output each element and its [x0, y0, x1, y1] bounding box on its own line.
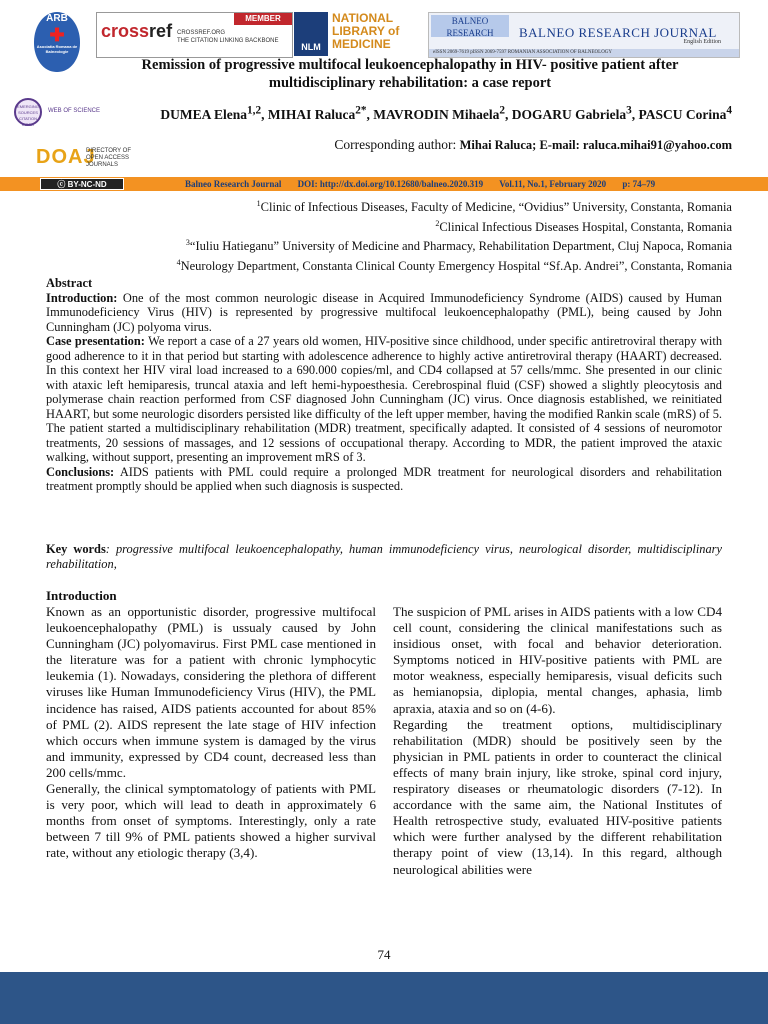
- body-column-left: [46, 604, 376, 862]
- author: PASCU Corina$^4$: [638, 104, 732, 122]
- crossref-tagline: THE CITATION LINKING BACKBONE: [177, 38, 279, 44]
- paragraph: Generally, the clinical symptomatology of patients with PML is very poor, which will lead to death in approximately 6 months from onset of symptoms. Interestingly, only a rate between 7 till 9% of PML patients showed a higher survival rate, without any etiologic therapy (3,4).: [46, 781, 376, 861]
- corresponding-email[interactable]: Mihai Raluca; E-mail: raluca.mihai91@yahoo.com: [459, 138, 732, 152]
- corresponding-author: [120, 137, 732, 153]
- paragraph: Known as an opportunistic disorder, progressive multifocal leukoencephalopathy (PML) is ussualy caused by John Cunningham (JC) polyomavirus. First PML case mentioned in the literature was for a patient with chronic lymphocytic leukemia (1). Nowadays, considering the plethora of different viruses like Human Immunodeficiency Virus (HIV), the PML incidence has raised, AIDS patients accounted for about 85% of PML (2). AIDS represent the late stage of HIV infection which occurs when immune system is damaged by the virus and immunity, expressed by CD4 count, decreased less than 200 cells/mmc.: [46, 604, 376, 780]
- abstract-introduction: Introduction: One of the most common neurologic disease in Acquired Immunodeficiency Syndrome (AIDS) caused by Human Immunodeficiency Virus (HIV) is represented by progressive multifocal leukoencephalopathy (PML), being caused by John Cunningham (JC) polyoma virus.: [46, 290, 722, 334]
- crossref-wordmark: [101, 21, 172, 42]
- esci-badge-icon: EMERGING SOURCES CITATION INDEX: [14, 98, 42, 126]
- corresponding-label: Corresponding author:: [334, 137, 457, 152]
- crossref-site: CROSSREF.ORG: [177, 30, 226, 36]
- keywords-text: : progressive multifocal leukoencephalopathy, human immunodeficiency virus, neurological disorder, multidisciplinary rehabilitation,: [46, 542, 722, 571]
- crossref-subtext: [177, 29, 278, 45]
- journal-name: Balneo Research Journal: [185, 179, 282, 189]
- author-list: [120, 104, 732, 123]
- wos-label: WEB OF SCIENCE: [48, 108, 101, 114]
- nlm-wordmark: [332, 12, 399, 51]
- author: MIHAI Raluca$^{2*}$,: [267, 104, 370, 122]
- abstract-conclusions: Conclusions: AIDS patients with PML could require a prolonged MDR treatment for neurological disorders and rehabilitation treatment promptly should be applied when such diagnosis is suspected.: [46, 464, 722, 493]
- affiliation: $^3$“Iuliu Hatieganu” University of Medicine and Pharmacy, Rehabilitation Department, Cluj Napoca, Romania: [185, 238, 732, 254]
- author: DOGARU Gabriela$^3$,: [511, 104, 636, 122]
- introduction-heading: Introduction: [46, 588, 117, 603]
- nlm-line-1: NATIONAL: [332, 11, 394, 25]
- article-title: [60, 56, 760, 92]
- article-title-line-1: Remission of progressive multifocal leukoencephalopathy in HIV- positive patient after: [141, 57, 679, 73]
- crossref-right: ref: [149, 21, 173, 41]
- cc-license-text: BY-NC-ND: [67, 180, 107, 189]
- arb-logo-text: ARB: [46, 13, 68, 24]
- abstract: [46, 276, 722, 494]
- balneo-issn-bar: eISSN 2069-7619 pISSN 2069-7597 ROMANIAN ASSOCIATION OF BALNEOLOGY: [429, 49, 739, 57]
- web-of-science-logo: [10, 98, 100, 134]
- page-number: 74: [377, 947, 391, 962]
- crossref-left: cross: [101, 21, 150, 41]
- keywords-label: Key words: [46, 542, 106, 556]
- paragraph: The suspicion of PML arises in AIDS patients with a low CD4 cell count, considering the clinical manifestations such as insidious onset, with focal and behavior deterioration. Symptoms noticed in HIV-positive patients with PML are motor weakness, especially hemiparesis, visual deficits such as hemianopsia, diplopia, mental changes, aphasia, limb apraxia, ataxia and so on (4-6).: [393, 604, 722, 716]
- nlm-logo-text: NLM: [301, 42, 321, 52]
- nlm-line-3: MEDICINE: [332, 37, 391, 51]
- crossref-logo: [96, 12, 293, 58]
- affiliation: $^2$Clinical Infectious Diseases Hospital, Constanta, Romania: [435, 218, 732, 234]
- nlm-logo: [294, 12, 328, 56]
- affiliation: $^1$Clinic of Infectious Diseases, Faculty of Medicine, “Ovidius” University, Constanta, Romania: [256, 199, 732, 215]
- logo-bar: [30, 10, 738, 60]
- doaj-wordmark: DOAJ: [36, 146, 96, 168]
- medical-cross-icon: ✚: [49, 25, 65, 45]
- volume-info: Vol.11, No.1, February 2020: [499, 179, 607, 189]
- balneo-logo-box: BALNEO RESEARCH: [431, 15, 509, 37]
- doi-link[interactable]: DOI: http://dx.doi.org/10.12680/balneo.2020.319: [297, 179, 484, 189]
- balneo-banner-title: BALNEO RESEARCH JOURNAL: [519, 25, 717, 40]
- abstract-case-presentation: Case presentation: We report a case of a 27 years old women, HIV-positive since childhood, under specific antiretroviral therapy with good adherence to it in that period but starting with adolescence adherence to highly active antiretroviral therapy (HAART) decreased. In this context her HIV viral load increased to a 690.000 copies/ml, and CD4 collapsed at 57 cells/mmc. She presented in our clinic with ataxic left hemiparesis, truncal ataxia and left hemi-hypoesthesia. Cerebrospinal fluid (CSF) showed a slightly pleocytosis and polymerase chain reaction performed from CSF diagnosed John Cunningham (JC) virus. Once diagnosis established, we reinitiated HAART, but some neurologic disorders persisted like difficulty of the left upper member, having the modified Rankin scale (mRS) of 5. The patient started a multidisciplinary rehabilitation (MDR) treatment, specifically adapted. It consisted of 4 sessions of neuromotor treatments, 20 sessions of massages, and 12 sessions of occupational therapy. According to MDR, the patient improved the ataxic walking, without support, presenting an improvement mRS of 3.: [46, 334, 723, 464]
- affiliation: $^4$Neurology Department, Constanta Clinical County Emergency Hospital “Sf.Ap. Andrei”, Constanta, Romania: [176, 257, 732, 274]
- body-column-right: [393, 604, 722, 878]
- page-range: p: 74–79: [622, 179, 656, 189]
- article-title-line-2: multidisciplinary rehabilitation: a case report: [268, 75, 552, 91]
- arb-logo-subtext: Asociatia Romana de Balneologie: [36, 44, 78, 54]
- nlm-line-2: LIBRARY of: [332, 24, 400, 38]
- abstract-heading: Abstract: [46, 276, 93, 290]
- affiliations: [60, 196, 732, 275]
- balneo-edition: English Edition: [683, 39, 721, 45]
- author: MAVRODIN Mihaela$^2$,: [373, 104, 509, 122]
- journal-info-ribbon: [0, 177, 768, 191]
- paragraph: Regarding the treatment options, multidisciplinary rehabilitation (MDR) should be positively seen by the physician in PML patients in order to counteract the clinical effects of many brain injury, like stroke, spinal cord injury, respiratory diseases or rheumatologic disorders (7-12). In accordance with the same aim, the National Institutes of Health retrospective study, evaluated HIV-positive patients which were further analysed by the different rehabilitation therapy point of view (13,14). In this regard, although neurological abilities were: [393, 716, 722, 877]
- doaj-sub-2: OPEN ACCESS: [86, 155, 130, 161]
- doaj-sub-1: DIRECTORY OF: [86, 148, 132, 154]
- crossref-member-badge: MEMBER: [234, 13, 292, 25]
- doaj-sub-3: JOURNALS: [86, 162, 119, 168]
- journal-citation: [185, 177, 669, 191]
- footer-band: [0, 972, 768, 1024]
- keywords: [46, 542, 722, 572]
- cc-license-badge[interactable]: ⓒ BY-NC-ND: [40, 178, 124, 190]
- author: DUMEA Elena$^{1,2}$,: [160, 104, 265, 122]
- balneo-journal-banner: [428, 12, 740, 58]
